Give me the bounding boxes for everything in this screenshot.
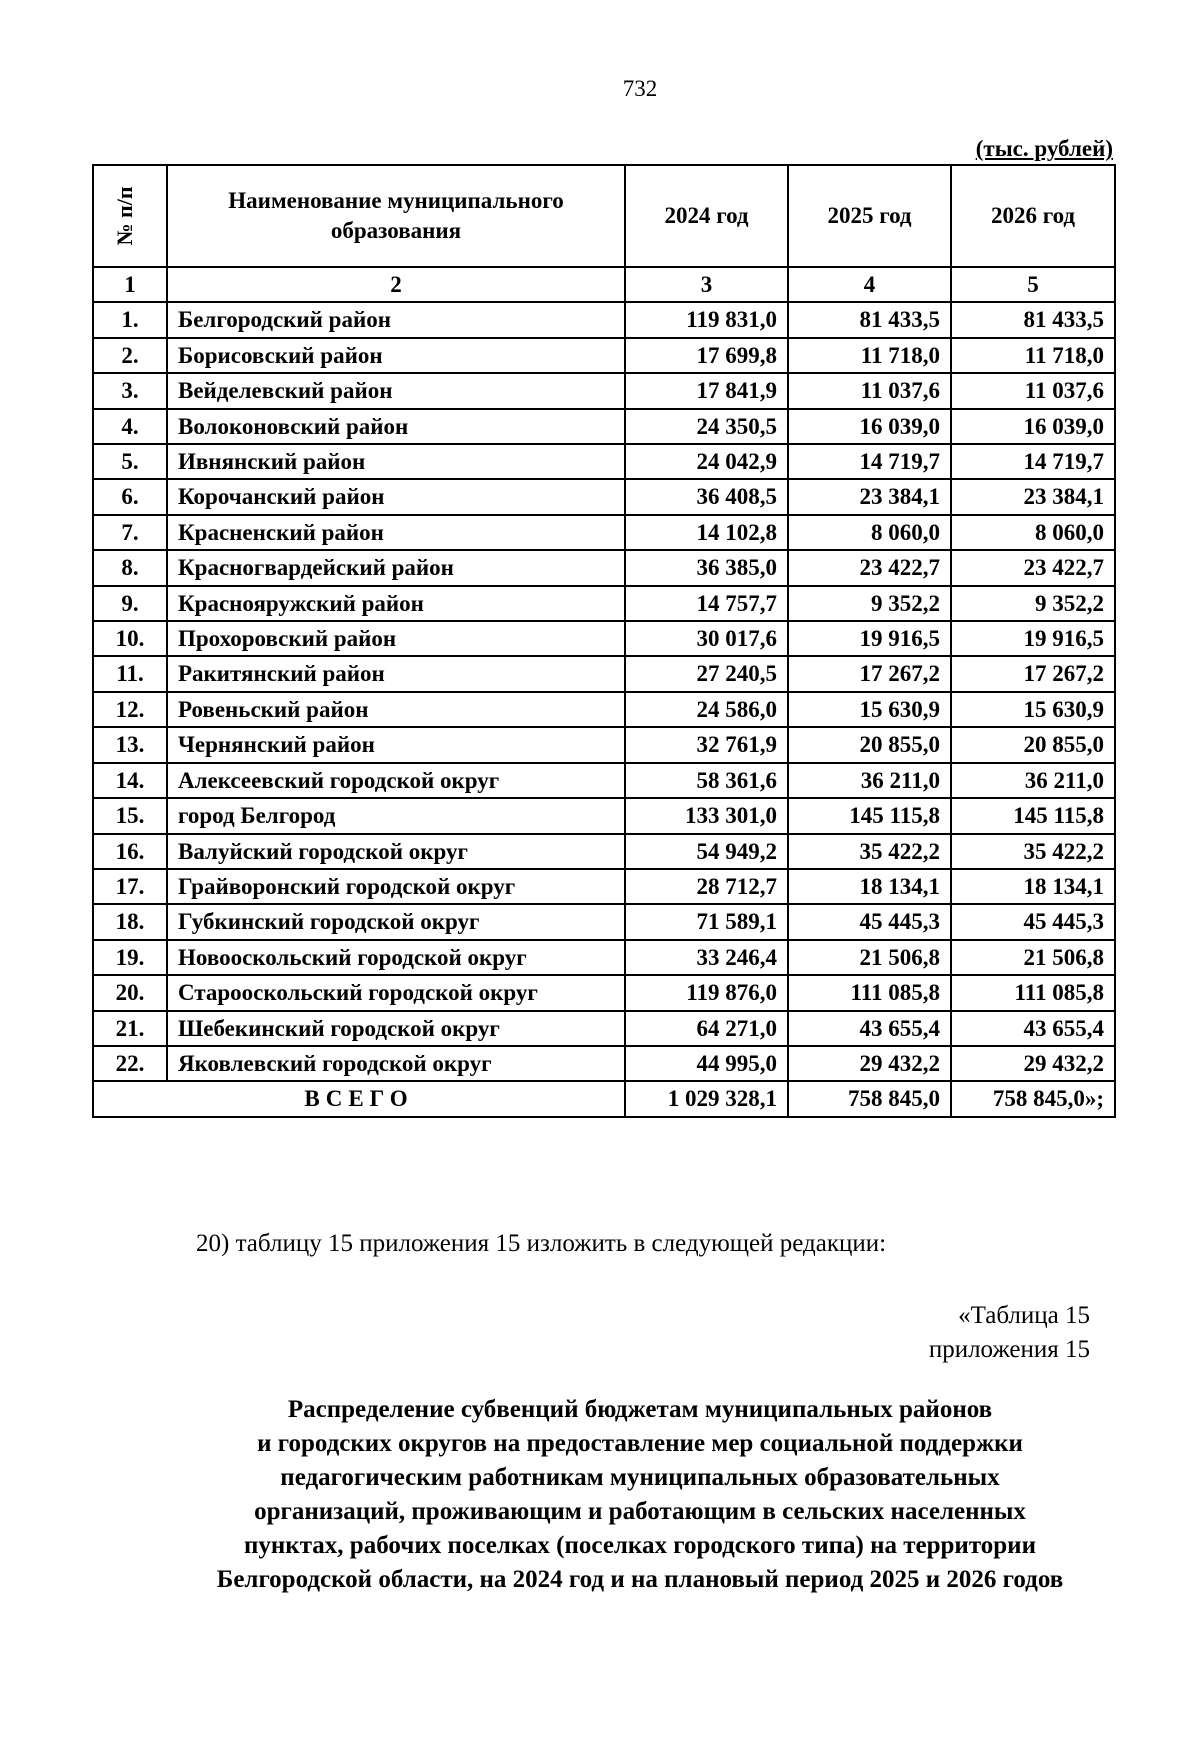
row-2025: 81 433,5	[788, 302, 951, 337]
table-row	[93, 515, 1115, 550]
total-row	[93, 1081, 1115, 1116]
row-number: 17.	[93, 869, 167, 904]
row-number: 7.	[93, 515, 167, 550]
row-number: 21.	[93, 1011, 167, 1046]
row-2025: 11 718,0	[788, 338, 951, 373]
table-body	[93, 302, 1115, 1081]
row-name: Яковлевский городской округ	[167, 1046, 625, 1081]
table-row	[93, 444, 1115, 479]
row-name: Алексеевский городской округ	[167, 763, 625, 798]
table-row	[93, 940, 1115, 975]
table-row	[93, 763, 1115, 798]
table-row	[93, 692, 1115, 727]
heading-line: педагогическим работникам муниципальных образовательных	[280, 1464, 1000, 1491]
row-number: 12.	[93, 692, 167, 727]
row-number: 8.	[93, 550, 167, 585]
row-name: Шебекинский городской округ	[167, 1011, 625, 1046]
row-number: 4.	[93, 409, 167, 444]
col-number: 3	[625, 267, 788, 302]
row-2024: 36 385,0	[625, 550, 788, 585]
row-number: 9.	[93, 586, 167, 621]
row-2024: 14 757,7	[625, 586, 788, 621]
row-2025: 20 855,0	[788, 727, 951, 762]
row-name: Чернянский район	[167, 727, 625, 762]
row-2025: 8 060,0	[788, 515, 951, 550]
row-2024: 133 301,0	[625, 798, 788, 833]
row-2026: 18 134,1	[951, 869, 1115, 904]
row-2025: 45 445,3	[788, 904, 951, 939]
row-number: 18.	[93, 904, 167, 939]
row-number: 6.	[93, 479, 167, 514]
row-number: 15.	[93, 798, 167, 833]
row-name: Волоконовский район	[167, 409, 625, 444]
heading-line: пунктах, рабочих поселках (поселках городского типа) на территории	[244, 1532, 1036, 1559]
row-2024: 24 586,0	[625, 692, 788, 727]
table-row	[93, 621, 1115, 656]
row-2024: 17 699,8	[625, 338, 788, 373]
row-2025: 23 422,7	[788, 550, 951, 585]
row-name: Корочанский район	[167, 479, 625, 514]
row-2025: 36 211,0	[788, 763, 951, 798]
row-number: 13.	[93, 727, 167, 762]
row-2024: 119 876,0	[625, 975, 788, 1010]
table-row	[93, 1046, 1115, 1081]
header-row	[93, 165, 1115, 267]
row-name: Краснояружский район	[167, 586, 625, 621]
row-name: Красногвардейский район	[167, 550, 625, 585]
row-number: 3.	[93, 373, 167, 408]
row-2024: 32 761,9	[625, 727, 788, 762]
row-number: 2.	[93, 338, 167, 373]
row-2026: 11 037,6	[951, 373, 1115, 408]
row-2026: 16 039,0	[951, 409, 1115, 444]
row-number: 16.	[93, 834, 167, 869]
total-2025: 758 845,0	[788, 1081, 951, 1116]
table-row	[93, 727, 1115, 762]
row-2025: 43 655,4	[788, 1011, 951, 1046]
row-2026: 35 422,2	[951, 834, 1115, 869]
row-2026: 17 267,2	[951, 656, 1115, 691]
row-2025: 29 432,2	[788, 1046, 951, 1081]
row-2024: 54 949,2	[625, 834, 788, 869]
row-2024: 36 408,5	[625, 479, 788, 514]
row-name: Старооскольский городской округ	[167, 975, 625, 1010]
row-2025: 16 039,0	[788, 409, 951, 444]
header-num	[93, 165, 167, 267]
amendment-paragraph: 20) таблицу 15 приложения 15 изложить в следующей редакции:	[196, 1230, 887, 1257]
column-number-row	[93, 267, 1115, 302]
col-number: 4	[788, 267, 951, 302]
table-row	[93, 798, 1115, 833]
table-reference	[929, 1299, 1090, 1367]
heading-line: организаций, проживающим и работающим в сельских населенных	[254, 1498, 1026, 1525]
row-2026: 43 655,4	[951, 1011, 1115, 1046]
row-name: Валуйский городской округ	[167, 834, 625, 869]
row-2026: 8 060,0	[951, 515, 1115, 550]
row-2024: 28 712,7	[625, 869, 788, 904]
row-number: 20.	[93, 975, 167, 1010]
row-name: город Белгород	[167, 798, 625, 833]
section-heading	[120, 1393, 1160, 1597]
table-ref-line1: «Таблица 15	[958, 1302, 1090, 1329]
row-2025: 11 037,6	[788, 373, 951, 408]
row-2025: 9 352,2	[788, 586, 951, 621]
row-2024: 17 841,9	[625, 373, 788, 408]
table-row	[93, 302, 1115, 337]
row-2026: 145 115,8	[951, 798, 1115, 833]
table-row	[93, 586, 1115, 621]
row-name: Прохоровский район	[167, 621, 625, 656]
row-number: 11.	[93, 656, 167, 691]
col-number: 2	[167, 267, 625, 302]
header-2026: 2026 год	[951, 165, 1115, 267]
table-row	[93, 1011, 1115, 1046]
row-name: Грайворонский городской округ	[167, 869, 625, 904]
row-2026: 20 855,0	[951, 727, 1115, 762]
row-2025: 15 630,9	[788, 692, 951, 727]
row-2025: 35 422,2	[788, 834, 951, 869]
row-name: Ивнянский район	[167, 444, 625, 479]
row-2026: 29 432,2	[951, 1046, 1115, 1081]
row-2024: 24 042,9	[625, 444, 788, 479]
heading-line: Распределение субвенций бюджетам муниципальных районов	[287, 1396, 993, 1423]
row-2026: 21 506,8	[951, 940, 1115, 975]
row-2026: 15 630,9	[951, 692, 1115, 727]
table-row	[93, 550, 1115, 585]
row-name: Новооскольский городской округ	[167, 940, 625, 975]
row-2026: 23 384,1	[951, 479, 1115, 514]
row-name: Ровеньский район	[167, 692, 625, 727]
units-text: (тыс. рублей)	[975, 136, 1113, 161]
row-number: 1.	[93, 302, 167, 337]
row-name: Красненский район	[167, 515, 625, 550]
row-number: 19.	[93, 940, 167, 975]
row-2024: 33 246,4	[625, 940, 788, 975]
total-2026: 758 845,0»;	[951, 1081, 1115, 1116]
table-row	[93, 479, 1115, 514]
row-2025: 18 134,1	[788, 869, 951, 904]
row-2026: 11 718,0	[951, 338, 1115, 373]
table-row	[93, 975, 1115, 1010]
table-row	[93, 656, 1115, 691]
col-number: 1	[93, 267, 167, 302]
row-name: Ракитянский район	[167, 656, 625, 691]
heading-line: и городских округов на предоставление мер социальной поддержки	[257, 1430, 1023, 1457]
row-2024: 14 102,8	[625, 515, 788, 550]
row-2025: 19 916,5	[788, 621, 951, 656]
row-2024: 71 589,1	[625, 904, 788, 939]
subsidy-table	[92, 164, 1116, 1118]
header-2024: 2024 год	[625, 165, 788, 267]
row-number: 5.	[93, 444, 167, 479]
row-2026: 23 422,7	[951, 550, 1115, 585]
row-2026: 111 085,8	[951, 975, 1115, 1010]
heading-line: Белгородской области, на 2024 год и на плановый период 2025 и 2026 годов	[216, 1566, 1064, 1593]
row-number: 10.	[93, 621, 167, 656]
table-row	[93, 834, 1115, 869]
row-2026: 9 352,2	[951, 586, 1115, 621]
row-2025: 23 384,1	[788, 479, 951, 514]
header-2025: 2025 год	[788, 165, 951, 267]
row-name: Вейделевский район	[167, 373, 625, 408]
row-2025: 145 115,8	[788, 798, 951, 833]
row-2024: 44 995,0	[625, 1046, 788, 1081]
row-2024: 119 831,0	[625, 302, 788, 337]
row-name: Белгородский район	[167, 302, 625, 337]
row-number: 22.	[93, 1046, 167, 1081]
row-2024: 58 361,6	[625, 763, 788, 798]
table-row	[93, 904, 1115, 939]
table-row	[93, 409, 1115, 444]
row-2026: 19 916,5	[951, 621, 1115, 656]
row-2026: 45 445,3	[951, 904, 1115, 939]
total-2024: 1 029 328,1	[625, 1081, 788, 1116]
table-row	[93, 338, 1115, 373]
units-label	[976, 136, 1113, 162]
table-row	[93, 869, 1115, 904]
row-2024: 27 240,5	[625, 656, 788, 691]
row-2025: 21 506,8	[788, 940, 951, 975]
header-num-text: № п/п	[112, 186, 137, 246]
header-name: Наименование муниципального образования	[167, 165, 625, 267]
row-name: Борисовский район	[167, 338, 625, 373]
row-2025: 111 085,8	[788, 975, 951, 1010]
row-2024: 64 271,0	[625, 1011, 788, 1046]
row-2024: 24 350,5	[625, 409, 788, 444]
table-ref-line2: приложения 15	[928, 1336, 1090, 1363]
row-2026: 14 719,7	[951, 444, 1115, 479]
row-2025: 14 719,7	[788, 444, 951, 479]
row-2026: 36 211,0	[951, 763, 1115, 798]
row-2026: 81 433,5	[951, 302, 1115, 337]
page-number: 732	[622, 76, 658, 101]
total-label: ВСЕГО	[93, 1081, 625, 1116]
row-2025: 17 267,2	[788, 656, 951, 691]
row-name: Губкинский городской округ	[167, 904, 625, 939]
row-number: 14.	[93, 763, 167, 798]
row-2024: 30 017,6	[625, 621, 788, 656]
col-number: 5	[951, 267, 1115, 302]
table-row	[93, 373, 1115, 408]
